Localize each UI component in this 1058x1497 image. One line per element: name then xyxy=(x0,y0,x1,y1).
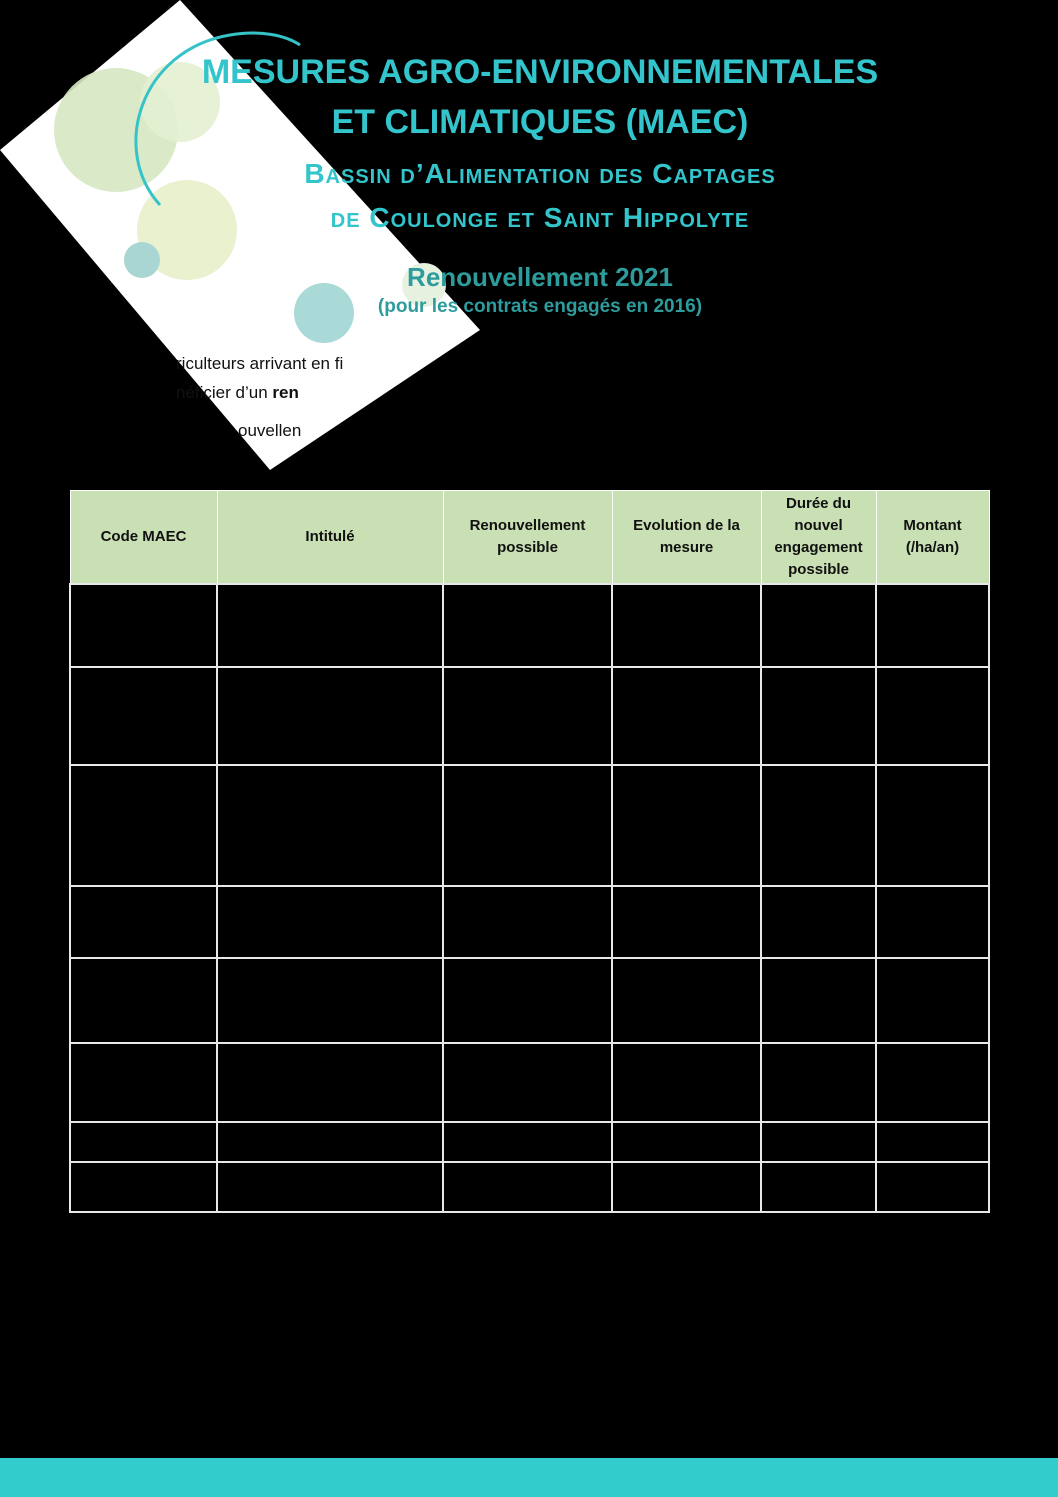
table-row xyxy=(70,958,989,1043)
table-cell xyxy=(70,1162,217,1212)
table-cell xyxy=(443,584,612,667)
table-cell xyxy=(761,886,876,958)
table-row xyxy=(70,584,989,667)
table-cell xyxy=(70,1043,217,1122)
renewal-title: Renouvellement 2021 xyxy=(407,262,673,292)
intro-line-1: riculteurs arrivant en fi xyxy=(176,354,344,373)
table-cell xyxy=(70,1122,217,1162)
table-cell xyxy=(443,886,612,958)
table-cell xyxy=(761,1122,876,1162)
main-title-line1: MESURES AGRO-ENVIRONNEMENTALES xyxy=(201,53,879,91)
table-cell xyxy=(761,1162,876,1212)
intro-line-2-text: néficier d’un xyxy=(176,383,273,402)
table-cell xyxy=(443,765,612,886)
table-cell xyxy=(612,886,761,958)
table-row xyxy=(70,667,989,765)
table-cell xyxy=(761,958,876,1043)
table-cell xyxy=(70,765,217,886)
table-row xyxy=(70,1122,989,1162)
table-cell xyxy=(217,886,443,958)
table-cell xyxy=(70,584,217,667)
table-cell xyxy=(443,667,612,765)
table-cell xyxy=(612,1043,761,1122)
header-montant: Montant (/ha/an) xyxy=(876,491,989,585)
table-cell xyxy=(876,958,989,1043)
table-cell xyxy=(876,584,989,667)
table-cell xyxy=(876,1162,989,1212)
intro-line-2 xyxy=(176,383,299,403)
table-cell xyxy=(217,958,443,1043)
table-cell xyxy=(612,667,761,765)
header-evolution: Evolution de la mesure xyxy=(612,491,761,585)
table-cell xyxy=(217,667,443,765)
table-cell xyxy=(761,765,876,886)
table-cell xyxy=(612,584,761,667)
table-cell xyxy=(761,667,876,765)
table-cell xyxy=(761,1043,876,1122)
table-cell xyxy=(217,765,443,886)
subtitle-line2: de Coulonge et Saint Hippolyte xyxy=(330,202,750,233)
table-cell xyxy=(612,765,761,886)
table-cell xyxy=(70,667,217,765)
main-title-line2: ET CLIMATIQUES (MAEC) xyxy=(331,103,749,141)
header-duree: Durée du nouvel engagement possible xyxy=(761,491,876,585)
table-row xyxy=(70,765,989,886)
renewal-note: (pour les contrats engagés en 2016) xyxy=(377,296,703,317)
table-cell xyxy=(217,1122,443,1162)
table-cell xyxy=(876,765,989,886)
table-cell xyxy=(443,1122,612,1162)
table-cell xyxy=(443,1162,612,1212)
intro-line-3: ouvellen xyxy=(238,421,302,440)
table-cell xyxy=(876,667,989,765)
table-row xyxy=(70,1162,989,1212)
table-cell xyxy=(217,584,443,667)
table-cell xyxy=(876,886,989,958)
table-cell xyxy=(612,958,761,1043)
table-cell xyxy=(876,1043,989,1122)
footer-bar xyxy=(0,1458,1058,1497)
table-cell xyxy=(761,584,876,667)
table-cell xyxy=(217,1043,443,1122)
table-row xyxy=(70,1043,989,1122)
table-cell xyxy=(612,1162,761,1212)
table-cell xyxy=(443,958,612,1043)
table-row xyxy=(70,886,989,958)
header-renouvellement: Renouvellement possible xyxy=(443,491,612,585)
header-intitule: Intitulé xyxy=(217,491,443,585)
table-cell xyxy=(612,1122,761,1162)
intro-line-2-bold: ren xyxy=(272,383,299,402)
table-cell xyxy=(876,1122,989,1162)
subtitle-line1: Bassin d’Alimentation des Captages xyxy=(304,158,776,189)
table-cell xyxy=(217,1162,443,1212)
table-cell xyxy=(443,1043,612,1122)
maec-table xyxy=(69,490,990,1213)
table-cell xyxy=(70,958,217,1043)
table-header-row xyxy=(70,491,989,585)
table-cell xyxy=(70,886,217,958)
header-code-maec: Code MAEC xyxy=(70,491,217,585)
